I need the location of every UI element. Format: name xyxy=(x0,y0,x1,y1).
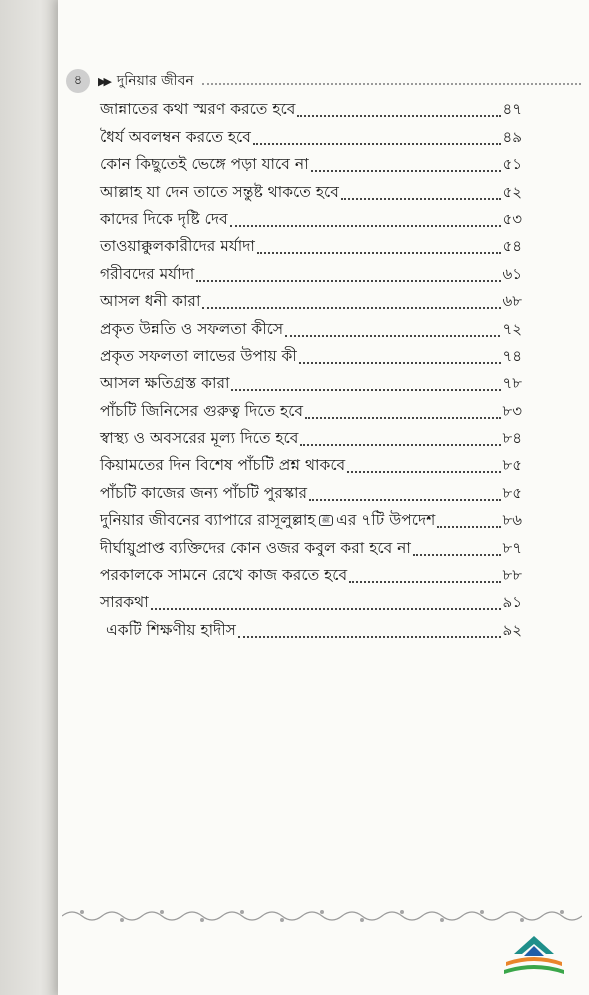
toc-entry[interactable] xyxy=(100,96,522,123)
toc-entry-title-part: এর ৭টি উপদেশ xyxy=(336,511,436,530)
toc-entry-page: ৪৯ xyxy=(502,127,522,146)
toc-entry[interactable] xyxy=(100,206,522,233)
toc-entry-page: ৮৭ xyxy=(502,538,522,557)
toc-leader-dots xyxy=(349,581,500,583)
toc-leader-dots xyxy=(151,608,501,610)
toc-leader-dots xyxy=(253,143,501,145)
toc-entry[interactable] xyxy=(100,178,522,205)
toc-entry-title: তাওয়াক্কুলকারীদের মর্যাদা xyxy=(100,237,255,256)
toc-entry-title: কোন কিছুতেই ভেঙ্গে পড়া যাবে না xyxy=(100,155,309,174)
toc-entry[interactable] xyxy=(100,260,522,287)
toc-entry-page: ৮৫ xyxy=(502,456,522,475)
toc-entry-title: একটি শিক্ষণীয় হাদীস xyxy=(106,620,236,639)
toc-entry[interactable] xyxy=(100,616,522,643)
toc-entry[interactable] xyxy=(100,562,522,589)
toc-entry[interactable] xyxy=(100,397,522,424)
toc-entry-page: ৯১ xyxy=(502,593,522,612)
toc-entry[interactable] xyxy=(100,507,522,534)
toc-entry-title: সারকথা xyxy=(100,593,149,612)
page-number-badge: ৪ xyxy=(66,69,90,93)
toc-entry-page: ৮৩ xyxy=(502,401,522,420)
toc-entry-title xyxy=(100,508,435,534)
toc-entry[interactable] xyxy=(100,151,522,178)
floral-border-ornament xyxy=(62,906,582,926)
toc-entry-page: ৫১ xyxy=(502,155,522,174)
toc-entry[interactable] xyxy=(100,315,522,342)
toc-entry-title: পাঁচটি জিনিসের গুরুত্ব দিতে হবে xyxy=(100,401,304,420)
toc-entry-title: জান্নাতের কথা স্মরণ করতে হবে xyxy=(100,100,296,119)
toc-entry-title: কাদের দিকে দৃষ্টি দেব xyxy=(100,209,228,228)
toc-entry[interactable] xyxy=(100,589,522,616)
toc-entry-page: ৬১ xyxy=(502,264,522,283)
toc-entry-title: কিয়ামতের দিন বিশেষ পাঁচটি প্রশ্ন থাকবে xyxy=(100,456,346,475)
toc-entry-page: ৮৬ xyxy=(502,511,522,530)
toc-entry-page: ৮৫ xyxy=(502,483,522,502)
publisher-logo-icon xyxy=(496,932,572,982)
toc-entry-page: ৫৩ xyxy=(502,209,522,228)
toc-entry-page: ৬৮ xyxy=(502,292,522,311)
toc-entry-title: আসল ধনী কারা xyxy=(100,292,201,311)
toc-leader-dots xyxy=(238,636,501,638)
toc-entry[interactable] xyxy=(100,233,522,260)
toc-entry-page: ৫২ xyxy=(502,182,522,201)
table-of-contents xyxy=(100,96,522,644)
toc-leader-dots xyxy=(299,362,501,364)
salutation-calligraphy-icon: ﷺ xyxy=(319,515,333,526)
toc-entry-title: প্রকৃত সফলতা লাভের উপায় কী xyxy=(100,346,297,365)
toc-entry[interactable] xyxy=(100,123,522,150)
toc-entry-page: ৫৪ xyxy=(502,237,522,256)
toc-entry-title: গরীবদের মর্যাদা xyxy=(100,264,195,283)
toc-leader-dots xyxy=(196,280,500,282)
header-dotted-rule xyxy=(202,83,581,85)
toc-entry[interactable] xyxy=(100,479,522,506)
toc-entry-page: ৯২ xyxy=(502,620,522,639)
toc-leader-dots xyxy=(347,471,500,473)
toc-leader-dots xyxy=(257,252,501,254)
toc-entry-title: দীর্ঘায়ুপ্রাপ্ত ব্যক্তিদের কোন ওজর কবুল করা হবে না xyxy=(100,538,411,557)
toc-entry-title: পরকালকে সামনে রেখে কাজ করতে হবে xyxy=(100,566,348,585)
toc-entry[interactable] xyxy=(100,343,522,370)
toc-leader-dots xyxy=(309,499,500,501)
toc-entry-title: আল্লাহ যা দেন তাতে সন্তুষ্ট থাকতে হবে xyxy=(100,182,339,201)
toc-leader-dots xyxy=(305,417,500,419)
toc-entry-title: ধৈর্য অবলম্বন করতে হবে xyxy=(100,127,251,146)
toc-entry-title: আসল ক্ষতিগ্রস্ত কারা xyxy=(100,374,230,393)
running-header xyxy=(58,68,589,94)
toc-leader-dots xyxy=(311,170,501,172)
header-title: দুনিয়ার জীবন xyxy=(116,73,194,89)
toc-entry-page: ৮৪ xyxy=(502,429,522,448)
toc-leader-dots xyxy=(285,335,500,337)
toc-entry[interactable] xyxy=(100,288,522,315)
toc-entry[interactable] xyxy=(100,534,522,561)
toc-leader-dots xyxy=(300,444,500,446)
toc-entry-title: পাঁচটি কাজের জন্য পাঁচটি পুরস্কার xyxy=(100,483,308,502)
toc-leader-dots xyxy=(202,307,500,309)
toc-leader-dots xyxy=(230,225,501,227)
toc-entry-page: ৪৭ xyxy=(502,100,522,119)
toc-entry-page: ৭৮ xyxy=(502,374,522,393)
toc-entry-page: ৭২ xyxy=(502,319,522,338)
toc-entry-page: ৮৮ xyxy=(502,566,522,585)
toc-entry[interactable] xyxy=(100,425,522,452)
double-arrow-icon: ▶▶ xyxy=(98,74,109,88)
toc-entry[interactable] xyxy=(100,370,522,397)
toc-leader-dots xyxy=(297,115,500,117)
toc-entry-title: স্বাস্থ্য ও অবসরের মূল্য দিতে হবে xyxy=(100,429,299,448)
toc-leader-dots xyxy=(413,554,501,556)
toc-leader-dots xyxy=(341,198,501,200)
toc-entry-title-part: দুনিয়ার জীবনের ব্যাপারে রাসূলুল্লাহ xyxy=(100,511,316,530)
toc-entry[interactable] xyxy=(100,452,522,479)
toc-leader-dots xyxy=(231,389,500,391)
page-edge-shadow xyxy=(0,0,58,995)
toc-entry-page: ৭৪ xyxy=(502,346,522,365)
toc-entry-title: প্রকৃত উন্নতি ও সফলতা কীসে xyxy=(100,319,284,338)
toc-leader-dots xyxy=(437,526,500,528)
